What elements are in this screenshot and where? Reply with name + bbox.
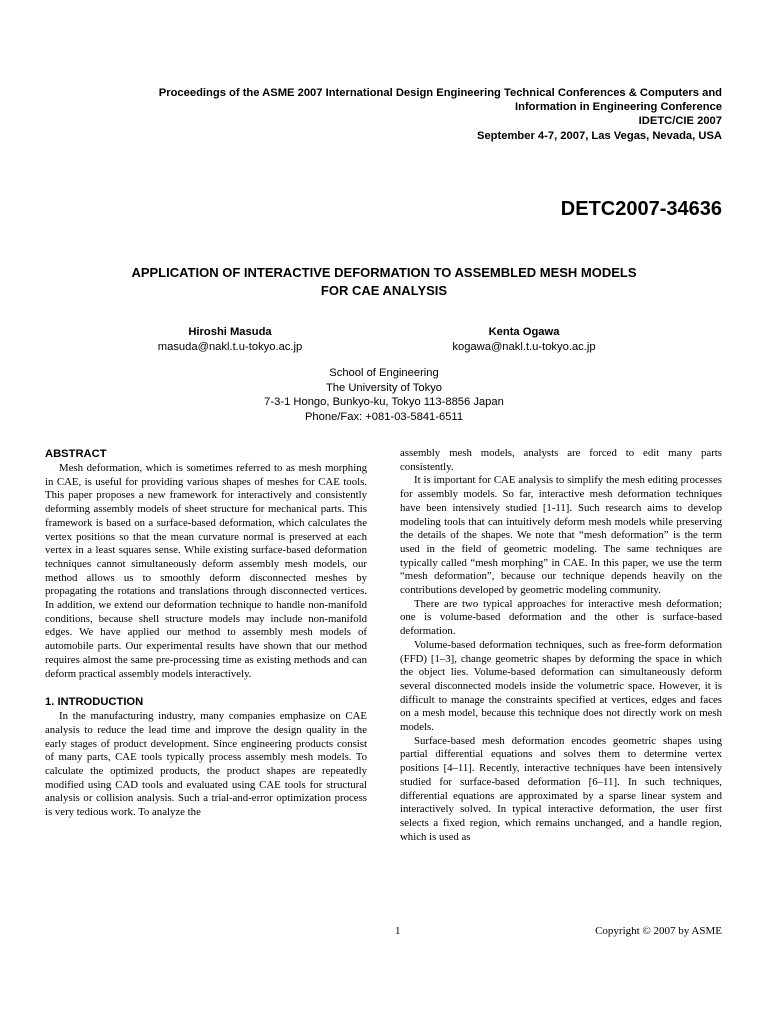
abstract-text: Mesh deformation, which is sometimes referred to as mesh morphing in CAE, is useful for providing various shapes of meshes for CAE tools. This paper proposes a new framework for interactively and consistently deforming assembly models of sheet structure for mechanical parts. This framework is based on a surface-based deformation, which calculates the vertex positions so that the mean curvature normal is preserved at each vertex in a least squares sense. While existing surface-based deformation techniques cannot simultaneously deform assembly mesh models, our method allows us to smoothly deform disconnected meshes by propagating the rotations and translations through disconnected vertices. In addition, we extend our deformation technique to handle non-manifold conditions, because shell structure models may include non-manifold edges. We have applied our method to assembly mesh models of automobile parts. Our experimental results have shown that our method requires almost the same pre-processing time as existing methods and can deform practical assembly models interactively. bbox=[45, 462, 367, 680]
affiliation-line: The University of Tokyo bbox=[325, 381, 443, 394]
author-email: kogawa@nakl.t.u-tokyo.ac.jp bbox=[452, 341, 596, 353]
author-name: Kenta Ogawa bbox=[488, 326, 560, 338]
paper-number: DETC2007-34636 bbox=[560, 198, 722, 220]
left-column bbox=[45, 447, 367, 820]
proceedings-line: Information in Engineering Conference bbox=[515, 101, 722, 114]
author-block bbox=[80, 325, 380, 355]
affiliation-line: 7-3-1 Hongo, Bunkyo-ku, Tokyo 113-8856 Japan bbox=[264, 396, 504, 408]
title-line: APPLICATION OF INTERACTIVE DEFORMATION TO ASSEMBLED MESH MODELS bbox=[131, 265, 637, 280]
body-paragraph: assembly mesh models, analysts are forced to edit many parts consistently. bbox=[400, 447, 722, 473]
paper-title bbox=[0, 264, 768, 300]
author-name: Hiroshi Masuda bbox=[188, 326, 272, 338]
affiliation bbox=[0, 366, 768, 424]
abstract-heading: ABSTRACT bbox=[45, 448, 107, 460]
introduction-text: In the manufacturing industry, many companies emphasize on CAE analysis to reduce the lead time and improve the design quality in the early stages of product development. Since engineering products consist of many parts, CAE tools typically process assembly mesh models. To calculate the optimized products, the product shapes are repeatedly modified using CAD tools and evaluated using CAE tools for structural analysis or collision analysis. Such a trial-and-error optimization process is very tedious work. To analyze the bbox=[45, 710, 367, 819]
proceedings-line: Proceedings of the ASME 2007 International Design Engineering Technical Conferences & Computers and bbox=[158, 87, 722, 99]
author-email: masuda@nakl.t.u-tokyo.ac.jp bbox=[157, 341, 303, 353]
title-line: FOR CAE ANALYSIS bbox=[320, 283, 448, 298]
proceedings-header bbox=[62, 86, 722, 143]
page-number: 1 bbox=[395, 925, 401, 937]
introduction-heading: 1. INTRODUCTION bbox=[45, 696, 144, 709]
author-block bbox=[374, 325, 674, 355]
body-paragraph: It is important for CAE analysis to simplify the mesh editing processes for assembly models. So far, interactive mesh deformation techniques have been intensively studied [1-11]. Such research aims to develop modeling tools that can intuitively deform mesh models while preserving the details of the shapes. We note that “mesh deformation” is the term used in the field of geometric modeling. The same techniques are typically called “mesh morphing” in CAE. In this paper, we use the term “mesh deformation”, because our technique depends heavily on the contributions developed by geometric modeling community. bbox=[400, 474, 722, 597]
proceedings-line: IDETC/CIE 2007 bbox=[638, 115, 722, 128]
right-column bbox=[400, 447, 722, 844]
body-paragraph: Volume-based deformation techniques, such as free-form deformation (FFD) [1–3], change geometric shapes by deforming the space in which the object lies. Volume-based deformation can simultaneously deform several disconnected models inside the volumetric space. However, it is difficult to manage the constraints specified at vertices, edges and faces on a mesh model, because this technique does not directly work on mesh models. bbox=[400, 638, 722, 734]
body-paragraph: There are two typical approaches for interactive mesh deformation; one is volume-based deformation and the other is surface-based deformation. bbox=[400, 597, 722, 638]
copyright-notice: Copyright © 2007 by ASME bbox=[595, 925, 722, 937]
proceedings-line: September 4-7, 2007, Las Vegas, Nevada, USA bbox=[476, 129, 722, 142]
affiliation-line: School of Engineering bbox=[329, 367, 439, 379]
body-paragraph: Surface-based mesh deformation encodes geometric shapes using partial differential equations and solves them to determine vertex positions [4–11]. Recently, interactive techniques have been intensively studied for surface-based deformation [6–11]. In such techniques, differential equations are approximated by a sparse linear system and interactively solved. In typical interactive deformation, the user first selects a fixed region, which remains unchanged, and a handle region, which is used as bbox=[400, 734, 722, 843]
affiliation-line: Phone/Fax: +081-03-5841-6511 bbox=[304, 410, 464, 423]
